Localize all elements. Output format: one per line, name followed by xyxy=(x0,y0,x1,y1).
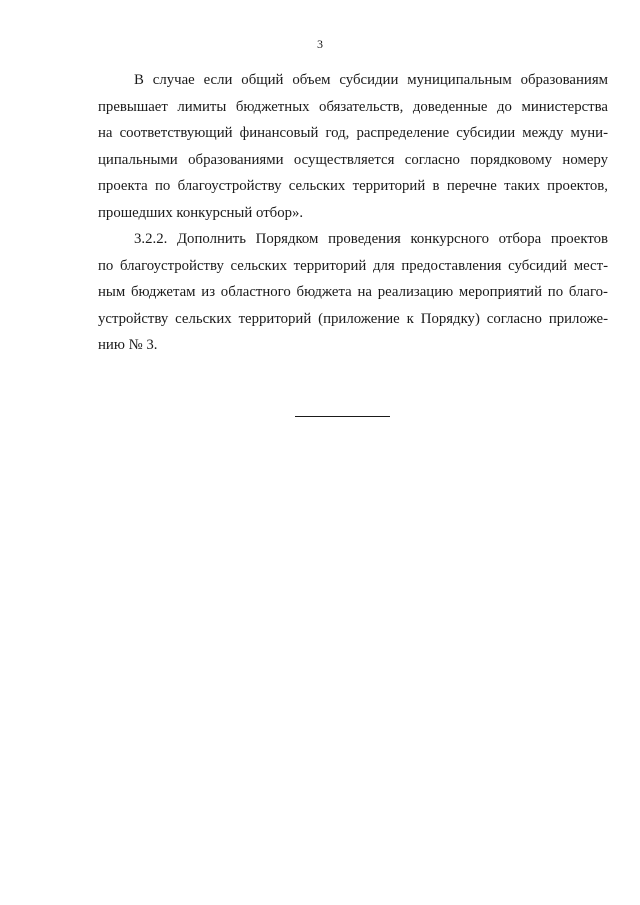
page-number: 3 xyxy=(317,37,323,51)
text-line: прошедших конкурсный отбор». xyxy=(98,204,304,221)
document-body xyxy=(98,67,608,359)
text-line: превышает лимиты бюджетных обязательств, доведенные до министерства xyxy=(98,98,608,115)
text-line: устройству сельских территорий (приложение к Порядку) согласно приложе- xyxy=(98,310,608,327)
text-line: на соответствующий финансовый год, распределение субсидии между муни- xyxy=(98,125,608,141)
text-line: по благоустройству сельских территорий для предоставления субсидий мест- xyxy=(98,257,608,274)
text-line: В случае если общий объем субсидии муниципальным образованиям xyxy=(134,72,608,88)
text-line: проекта по благоустройству сельских территорий в перечне таких проектов, xyxy=(98,178,608,194)
paragraph-subsidy-distribution xyxy=(98,67,608,226)
text-line: ным бюджетам из областного бюджета на реализацию мероприятий по благо- xyxy=(98,284,608,300)
text-line: 3.2.2. Дополнить Порядком проведения конкурсного отбора проектов xyxy=(134,231,608,247)
text-line: ципальными образованиями осуществляется согласно порядковому номеру xyxy=(98,151,608,168)
end-separator-line xyxy=(295,416,390,417)
text-line: нию № 3. xyxy=(98,337,158,353)
paragraph-clause-3-2-2 xyxy=(98,226,608,359)
